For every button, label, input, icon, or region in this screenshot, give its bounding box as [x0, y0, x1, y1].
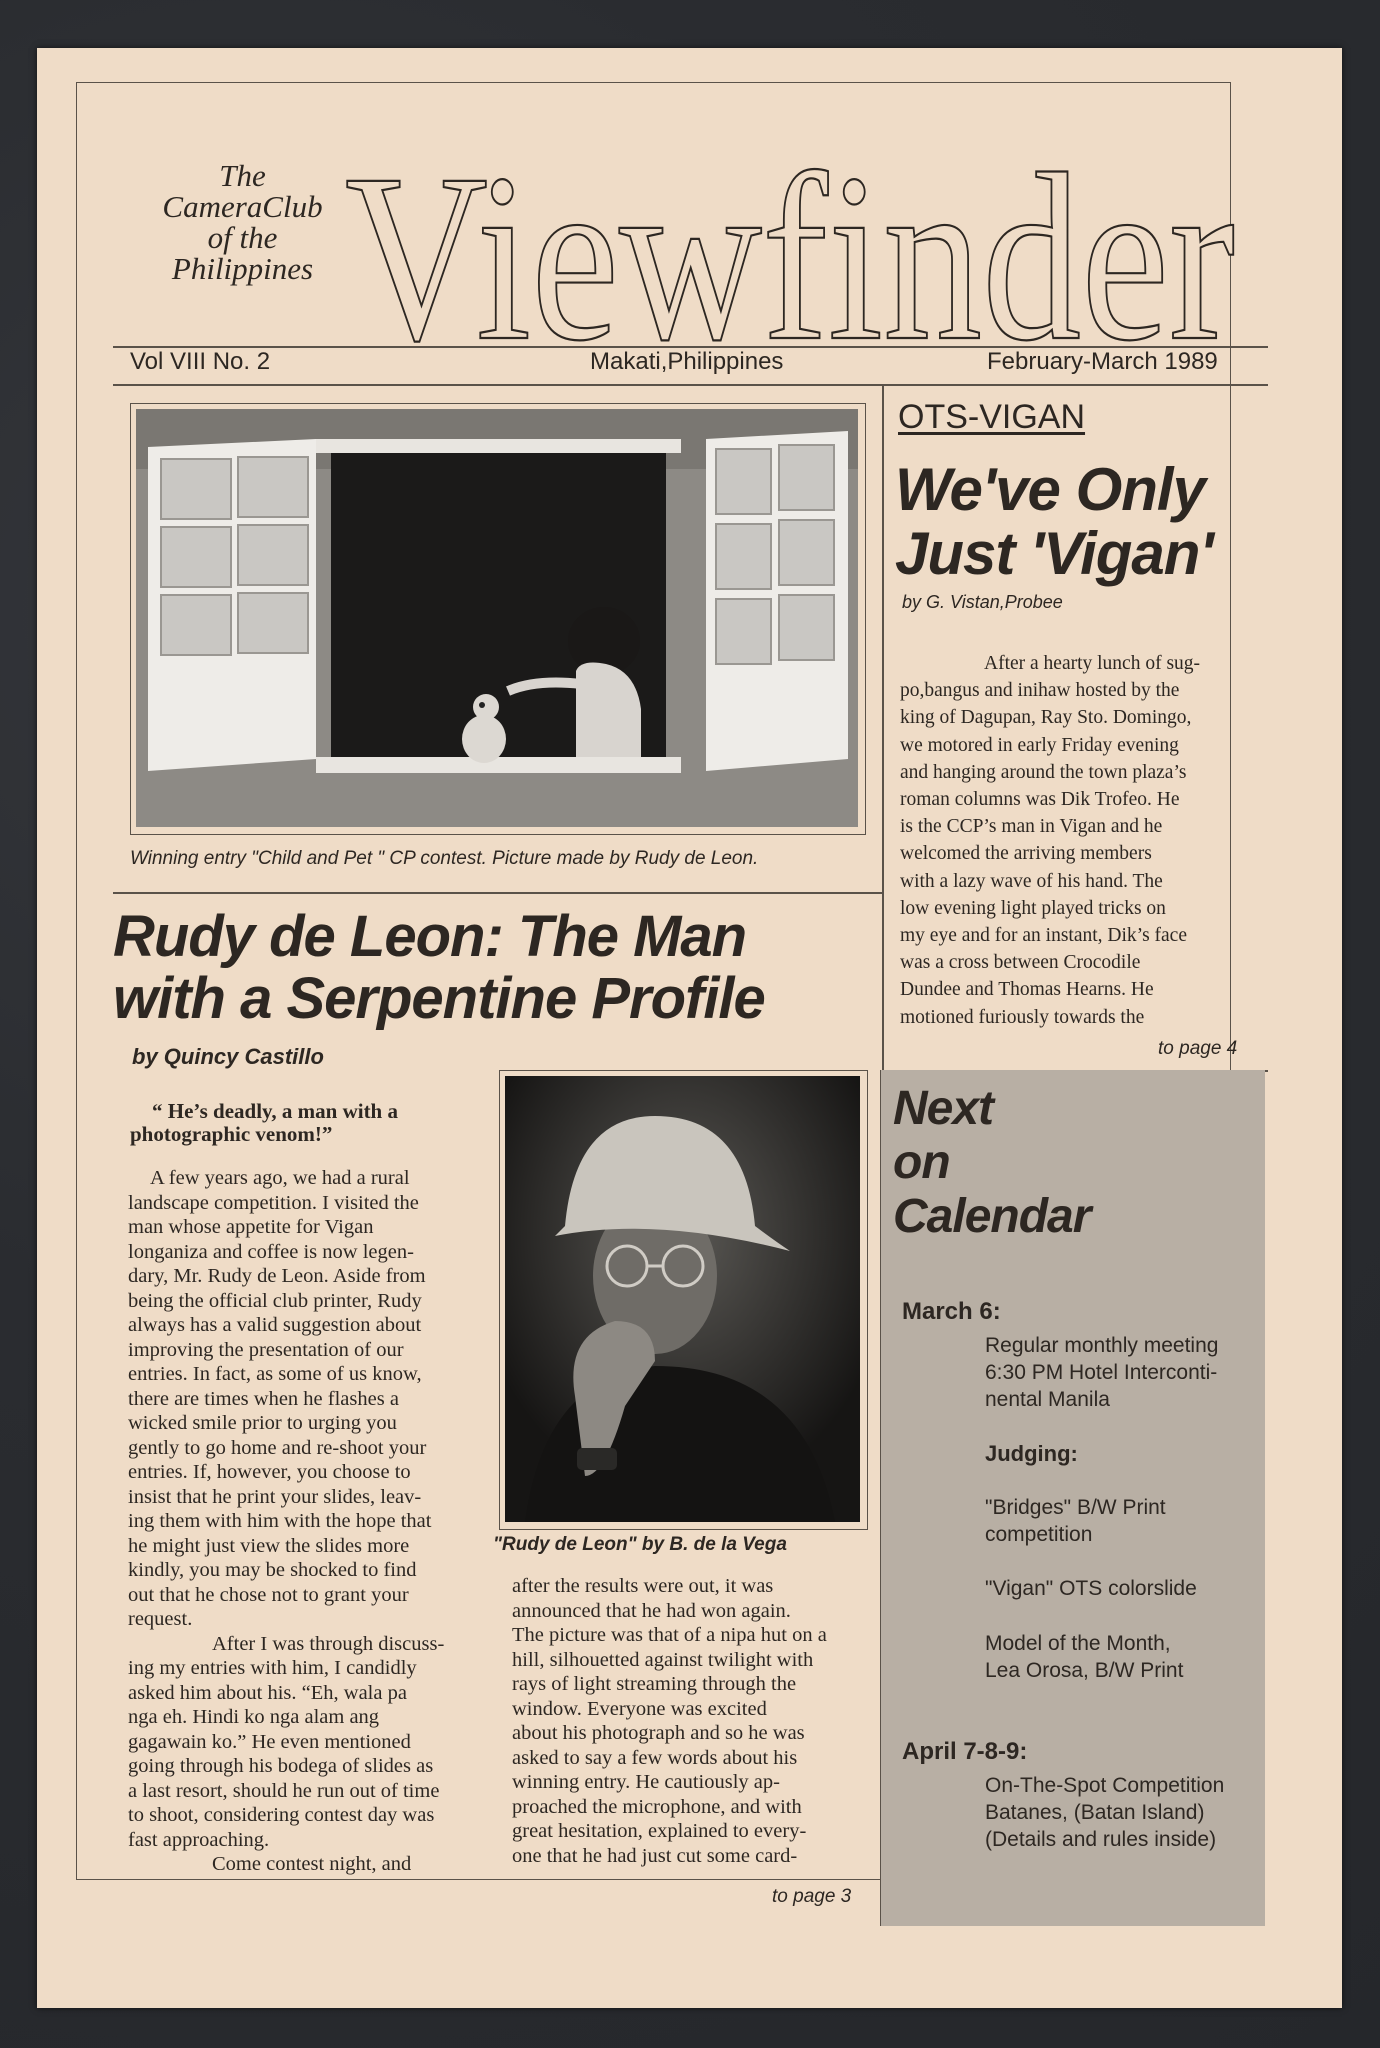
- calendar-title-line-1: Next: [893, 1082, 994, 1135]
- calendar-item-bridges: [985, 1494, 1255, 1548]
- col1-p2-line: After I was through discuss-: [212, 1632, 445, 1655]
- main-byline: by Quincy Castillo: [132, 1044, 324, 1069]
- col1-p1-line: ing them with him with the hope that: [128, 1510, 432, 1532]
- info-rule: [113, 384, 1268, 386]
- photo-section-rule: [113, 892, 882, 894]
- portrait-photo-frame: [499, 1070, 868, 1530]
- col1-p2-line: nga eh. Hindi ko nga alam ang: [128, 1706, 380, 1728]
- col2-line: proached the microphone, and with: [512, 1795, 802, 1818]
- col1-p1-line: request.: [128, 1608, 193, 1630]
- cal-item1-line: Regular monthly meeting: [985, 1334, 1219, 1357]
- side-line: was a cross between Crocodile: [900, 952, 1141, 974]
- col1-paragraph-1: [128, 1166, 488, 1632]
- col1-p1-line: improving the presentation of our: [128, 1338, 404, 1361]
- main-headline-line-2: with a Serpentine Profile: [113, 966, 765, 1031]
- side-headline-line-1: We've Only: [895, 456, 1205, 523]
- col1-p2-line: to shoot, considering contest day was: [128, 1804, 435, 1826]
- col2-line: announced that he had won again.: [512, 1599, 791, 1622]
- rudy-de-leon-portrait: [505, 1076, 860, 1522]
- cal-item5-line: Batanes, (Batan Island): [985, 1801, 1205, 1824]
- col1-paragraph-2: [128, 1632, 488, 1853]
- club-line-2: CameraClub: [162, 189, 323, 224]
- club-line-3: of the: [207, 220, 278, 255]
- side-line: and hanging around the town plaza’s: [900, 761, 1187, 783]
- side-line: motioned furiously towards the: [900, 1006, 1145, 1028]
- location: Makati,Philippines: [590, 348, 784, 375]
- calendar-date-march-6: March 6:: [902, 1298, 1001, 1325]
- col1-p1-line: longaniza and coffee is now legen-: [128, 1240, 414, 1263]
- side-line: welcomed the arriving members: [900, 843, 1152, 865]
- col1-p2-line: gagawain ko.” He even mentioned: [128, 1730, 411, 1753]
- cal-item5-line: On-The-Spot Competition: [985, 1774, 1225, 1797]
- top-photo-frame: [130, 403, 866, 835]
- col2-line: winning entry. He cautiously ap-: [512, 1771, 780, 1793]
- main-article-col2: [512, 1574, 872, 1868]
- col1-p2-line: ing my entries with him, I candidly: [128, 1657, 417, 1679]
- side-line: king of Dagupan, Ray Sto. Domingo,: [900, 707, 1192, 729]
- continued-to-page-3: to page 3: [772, 1886, 852, 1907]
- cal-item2-line: competition: [985, 1523, 1093, 1546]
- pull-quote-line-2: photographic venom!”: [130, 1122, 333, 1146]
- cal-item5-line: (Details and rules inside): [985, 1828, 1217, 1851]
- cal-item1-line: nental Manila: [985, 1388, 1110, 1411]
- calendar-item-ots: [985, 1772, 1255, 1853]
- col1-p1-line: A few years ago, we had a rural: [150, 1167, 410, 1189]
- volume-number: Vol VIII No. 2: [130, 348, 271, 375]
- col1-p2-line: fast approaching.: [128, 1828, 270, 1851]
- pull-quote: [130, 1100, 460, 1146]
- col1-p1-line: kindly, you may be shocked to find: [128, 1559, 417, 1581]
- cal-item2-line: "Bridges" B/W Print: [985, 1496, 1166, 1519]
- col1-p1-line: landscape competition. I visited the: [128, 1191, 419, 1214]
- top-photo-caption: Winning entry "Child and Pet " CP contest. Picture made by Rudy de Leon.: [130, 848, 759, 869]
- club-name: [110, 160, 375, 284]
- side-headline-line-2: Just 'Vigan': [895, 520, 1213, 587]
- calendar-item-model: [985, 1630, 1255, 1684]
- main-headline-line-1: Rudy de Leon: The Man: [113, 904, 747, 969]
- col2-line: window. Everyone was excited: [512, 1697, 767, 1720]
- side-line: my eye and for an instant, Dik’s face: [900, 925, 1187, 947]
- side-headline: [895, 458, 1213, 586]
- club-line-4: Philippines: [171, 251, 314, 286]
- col2-line: about his photograph and so he was: [512, 1722, 805, 1744]
- calendar-item-vigan: "Vigan" OTS colorslide: [985, 1577, 1197, 1600]
- col1-p1-line: entries. In fact, as some of us know,: [128, 1363, 422, 1385]
- col1-p1-line: entries. If, however, you choose to: [128, 1461, 411, 1483]
- side-line: with a lazy wave of his hand. The: [900, 870, 1163, 892]
- col2-line: one that he had just cut some card-: [512, 1844, 798, 1867]
- col1-p1-line: man whose appetite for Vigan: [128, 1216, 374, 1238]
- col2-line: great hesitation, explained to every-: [512, 1820, 807, 1842]
- side-line: After a hearty lunch of sug-: [984, 653, 1201, 674]
- column-divider: [882, 384, 884, 1070]
- child-and-pet-photo: [136, 409, 858, 827]
- col1-p1-line: always has a valid suggestion about: [128, 1314, 422, 1336]
- col2-line: after the results were out, it was: [512, 1575, 774, 1597]
- side-byline: by G. Vistan,Probee: [902, 592, 1063, 612]
- col2-line: asked to say a few words about his: [512, 1746, 798, 1769]
- main-headline: [113, 906, 765, 1030]
- side-article-body: [900, 650, 1260, 1031]
- side-line: po,bangus and inihaw hosted by the: [900, 680, 1180, 702]
- masthead-title: [345, 128, 1240, 358]
- col1-p1-line: being the official club printer, Rudy: [128, 1289, 422, 1312]
- pull-quote-line-1: “ He’s deadly, a man with a: [152, 1099, 398, 1123]
- col1-p1-line: dary, Mr. Rudy de Leon. Aside from: [128, 1265, 426, 1287]
- calendar-title-line-2: on: [893, 1136, 950, 1189]
- club-line-1: The: [219, 158, 266, 193]
- side-line: is the CCP’s man in Vigan and he: [900, 816, 1163, 838]
- col2-line: The picture was that of a nipa hut on a: [512, 1624, 827, 1646]
- col2-line: hill, silhouetted against twilight with: [512, 1648, 814, 1671]
- cal-item1-line: 6:30 PM Hotel Interconti-: [985, 1361, 1218, 1384]
- calendar-date-april: April 7-8-9:: [902, 1738, 1028, 1765]
- col1-p1-line: he might just view the slides more: [128, 1534, 410, 1557]
- cal-item4-line: Model of the Month,: [985, 1632, 1171, 1655]
- side-kicker: OTS-VIGAN: [898, 398, 1086, 436]
- main-article-col1: [128, 1166, 488, 1877]
- masthead-title-text: Viewfinder: [345, 128, 1235, 358]
- col1-p2-line: a last resort, should he run out of time: [128, 1779, 440, 1802]
- col1-p1-line: gently to go home and re-shoot your: [128, 1436, 427, 1459]
- continued-to-page-4: to page 4: [1158, 1038, 1238, 1059]
- side-line: Dundee and Thomas Hearns. He: [900, 979, 1154, 1001]
- calendar-judging-label: Judging:: [985, 1441, 1078, 1466]
- cal-item4-line: Lea Orosa, B/W Print: [985, 1659, 1184, 1682]
- col1-p1-line: wicked smile prior to urging you: [128, 1412, 397, 1434]
- col1-p2-line: going through his bodega of slides as: [128, 1755, 434, 1777]
- side-line: low evening light played tricks on: [900, 897, 1166, 919]
- col1-p1-line: out that he chose not to grant your: [128, 1583, 409, 1606]
- calendar-item-meeting: [985, 1332, 1255, 1413]
- side-line: we motored in early Friday evening: [900, 734, 1179, 756]
- calendar-title: [893, 1082, 1090, 1244]
- col1-p2-line: asked him about his. “Eh, wala pa: [128, 1681, 407, 1704]
- col1-p1-line: there are times when he flashes a: [128, 1387, 399, 1410]
- col1-paragraph-3: Come contest night, and: [212, 1853, 412, 1875]
- col1-p1-line: insist that he print your slides, leav-: [128, 1485, 422, 1508]
- calendar-title-line-3: Calendar: [893, 1190, 1091, 1243]
- side-line: roman columns was Dik Trofeo. He: [900, 789, 1180, 811]
- issue-date: February-March 1989: [987, 348, 1218, 375]
- portrait-caption: "Rudy de Leon" by B. de la Vega: [493, 1534, 787, 1555]
- col2-line: rays of light streaming through the: [512, 1673, 797, 1695]
